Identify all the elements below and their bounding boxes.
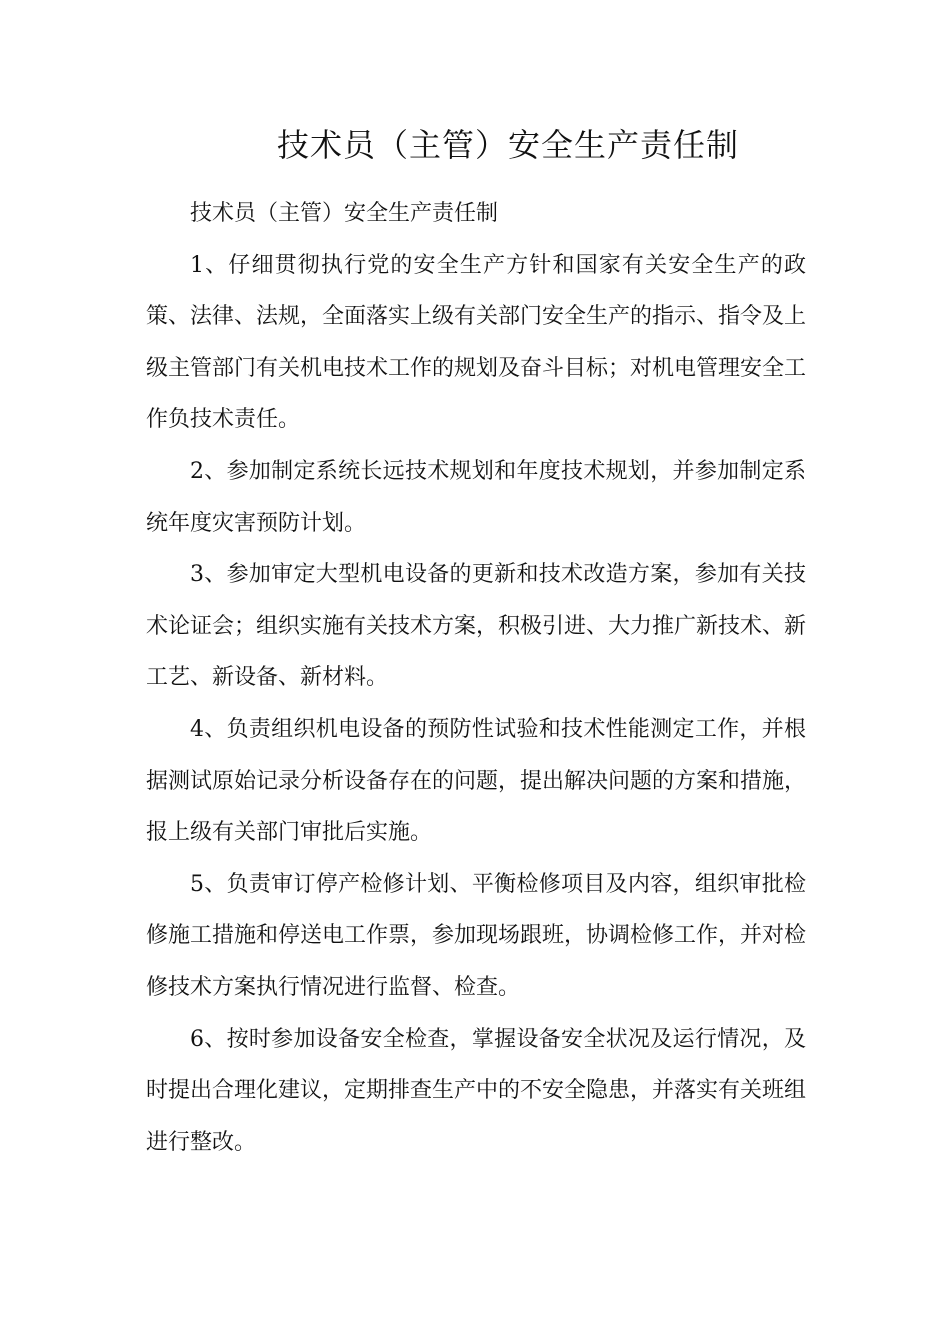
paragraph-item-3: 3、参加审定大型机电设备的更新和技术改造方案，参加有关技术论证会；组织实施有关技术方案，积极引进、大力推广新技术、新工艺、新设备、新材料。: [146, 562, 807, 691]
paragraph-item-5: 5、负责审订停产检修计划、平衡检修项目及内容，组织审批检修施工措施和停送电工作票，参加现场跟班，协调检修工作，并对检修技术方案执行情况进行监督、检查。: [146, 871, 807, 1000]
document-title: 技术员（主管）安全生产责任制: [276, 126, 739, 164]
paragraph-subtitle: 技术员（主管）安全生产责任制: [190, 201, 499, 226]
paragraph-item-2: 2、参加制定系统长远技术规划和年度技术规划，并参加制定系统年度灾害预防计划。: [146, 458, 806, 536]
document-body: [146, 188, 806, 1168]
paragraph-item-4: 4、负责组织机电设备的预防性试验和技术性能测定工作，并根据测试原始记录分析设备存在的问题，提出解决问题的方案和措施，报上级有关部门审批后实施。: [146, 716, 807, 846]
paragraph-item-1: 1、仔细贯彻执行党的安全生产方针和国家有关安全生产的政策、法律、法规，全面落实上级有关部门安全生产的指示、指令及上级主管部门有关机电技术工作的规划及奋斗目标；对机电管理安全工作负技术责任。: [146, 252, 807, 433]
paragraph-item-6: 6、按时参加设备安全检查，掌握设备安全状况及运行情况，及时提出合理化建议，定期排查生产中的不安全隐患，并落实有关班组进行整改。: [146, 1026, 807, 1155]
